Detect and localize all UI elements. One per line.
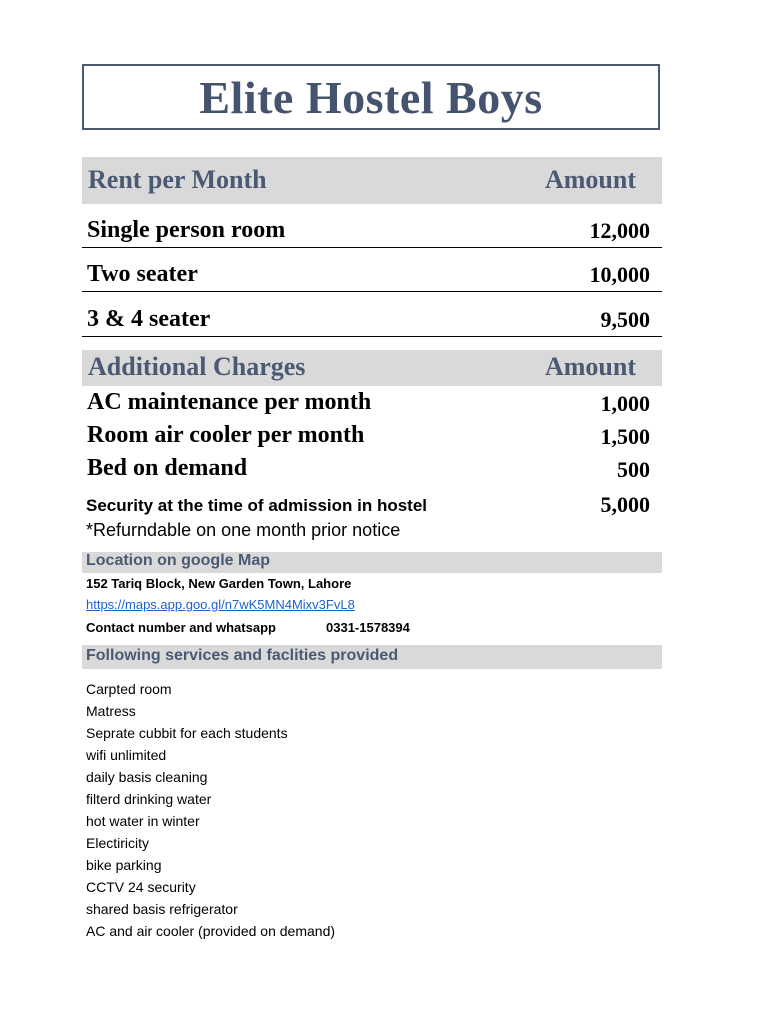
contact-number: 0331-1578394: [326, 620, 410, 635]
title-box: [82, 64, 660, 130]
contact-label: Contact number and whatsapp: [86, 620, 276, 635]
page-title: Elite Hostel Boys: [199, 71, 543, 123]
rent-row-single: [82, 203, 662, 248]
address-text: 152 Tariq Block, New Garden Town, Lahore: [86, 576, 352, 591]
location-header: [82, 552, 662, 573]
service-item: AC and air cooler (provided on demand): [86, 923, 336, 939]
services-header: [82, 645, 662, 669]
charge-label: AC maintenance per month: [87, 389, 372, 415]
charge-label: Room air cooler per month: [87, 422, 365, 448]
charge-bed-on-demand: [82, 455, 662, 487]
charge-amount: 1,500: [600, 424, 650, 449]
rent-row-two-seater: [82, 247, 662, 292]
rent-row-label: Single person room: [87, 217, 286, 243]
services-header-label: Following services and faclities provided: [86, 647, 399, 664]
service-item: wifi unlimited: [86, 747, 167, 763]
rent-row-amount: 10,000: [589, 262, 650, 287]
rent-row-amount: 12,000: [589, 218, 650, 243]
charge-air-cooler: [82, 422, 662, 454]
rent-header-amount: Amount: [544, 165, 636, 194]
rent-header-label: Rent per Month: [88, 165, 267, 194]
service-item: Matress: [86, 703, 136, 719]
rent-row-three-four-seater: [82, 292, 662, 337]
additional-header: [82, 350, 662, 386]
service-item: Carpted room: [86, 681, 172, 697]
service-item: bike parking: [86, 857, 162, 873]
service-item: Seprate cubbit for each students: [86, 725, 288, 741]
location-header-label: Location on google Map: [86, 552, 270, 569]
service-item: hot water in winter: [86, 813, 200, 829]
rent-row-label: 3 & 4 seater: [87, 306, 211, 332]
charge-ac-maintenance: [82, 389, 662, 421]
additional-header-amount: Amount: [544, 352, 636, 381]
additional-header-label: Additional Charges: [88, 352, 306, 381]
service-item: daily basis cleaning: [86, 769, 208, 785]
charge-label: Bed on demand: [87, 455, 248, 481]
service-item: shared basis refrigerator: [86, 901, 238, 917]
refund-note: *Refurndable on one month prior notice: [86, 520, 401, 540]
rent-header: [82, 157, 662, 204]
rent-row-label: Two seater: [87, 261, 198, 287]
rent-row-amount: 9,500: [600, 307, 650, 332]
charge-amount: 1,000: [600, 391, 650, 416]
map-link[interactable]: https://maps.app.goo.gl/n7wK5MN4Mixv3FvL8: [86, 597, 355, 612]
service-item: filterd drinking water: [86, 791, 212, 807]
security-label: Security at the time of admission in hostel: [86, 496, 428, 515]
service-item: CCTV 24 security: [86, 879, 196, 895]
charge-amount: 500: [617, 457, 650, 482]
security-amount: 5,000: [600, 492, 650, 517]
service-item: Electiricity: [86, 835, 150, 851]
